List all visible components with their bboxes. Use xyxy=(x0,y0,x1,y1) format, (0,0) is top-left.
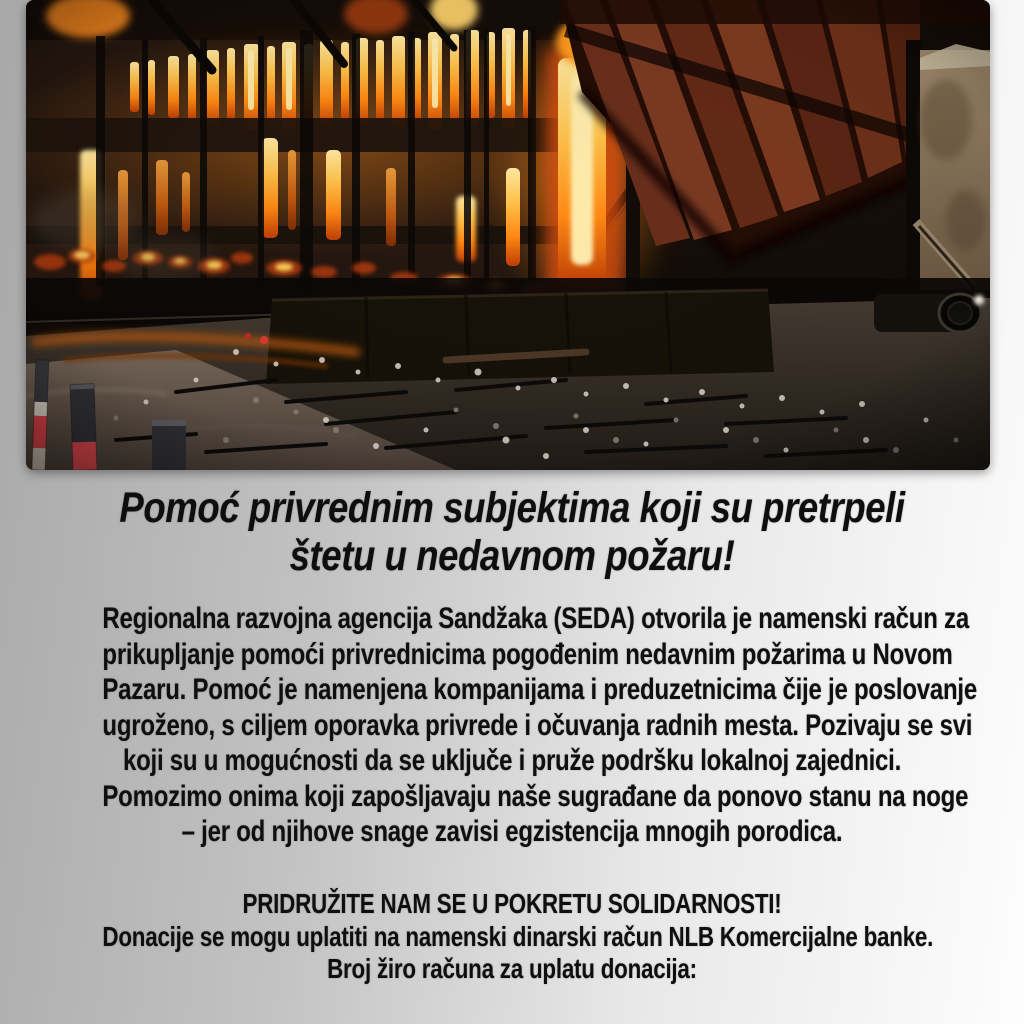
cta-account-line: Broj žiro računa za uplatu donacija: xyxy=(327,953,697,984)
cta-solidarity-line: PRIDRUŽITE NAM SE U POKRETU SOLIDARNOSTI! xyxy=(242,888,782,919)
body-line: Pazaru. Pomoć je namenjena kompanijama i preduzetnicima čije je poslovanje xyxy=(102,673,977,706)
body-line: – jer od njihove snage zavisi egzistencija mnogih porodica. xyxy=(181,815,843,848)
body-line: ugroženo, s ciljem oporavka privrede i očuvanja radnih mesta. Pozivaju se svi xyxy=(102,708,973,742)
fire-photo-scene xyxy=(26,0,990,470)
body-line: koji su u mogućnosti da se uključe i pruže podršku lokalnoj zajednici. xyxy=(122,744,902,777)
fire-photo xyxy=(26,0,990,470)
headline xyxy=(0,484,1024,580)
body-paragraph xyxy=(0,601,1024,850)
body-line: prikupljanje pomoći privrednicima pogođenim nedavnim požarima u Novom xyxy=(102,637,953,671)
headline-line: Pomoć privrednim subjektima koji su pretrpeli xyxy=(119,484,905,532)
body-line: Regionalna razvojna agencija Sandžaka (SEDA) otvorila je namenski račun za xyxy=(102,602,969,635)
cta-donation-line: Donacije se mogu uplatiti na namenski dinarski račun NLB Komercijalne banke. xyxy=(102,920,934,952)
vignette xyxy=(26,0,990,470)
headline-line: štetu u nedavnom požaru! xyxy=(289,532,735,580)
cta-block xyxy=(0,888,1024,986)
body-line: Pomozimo onima koji zapošljavaju naše sugrađane da ponovo stanu na noge xyxy=(102,779,969,813)
